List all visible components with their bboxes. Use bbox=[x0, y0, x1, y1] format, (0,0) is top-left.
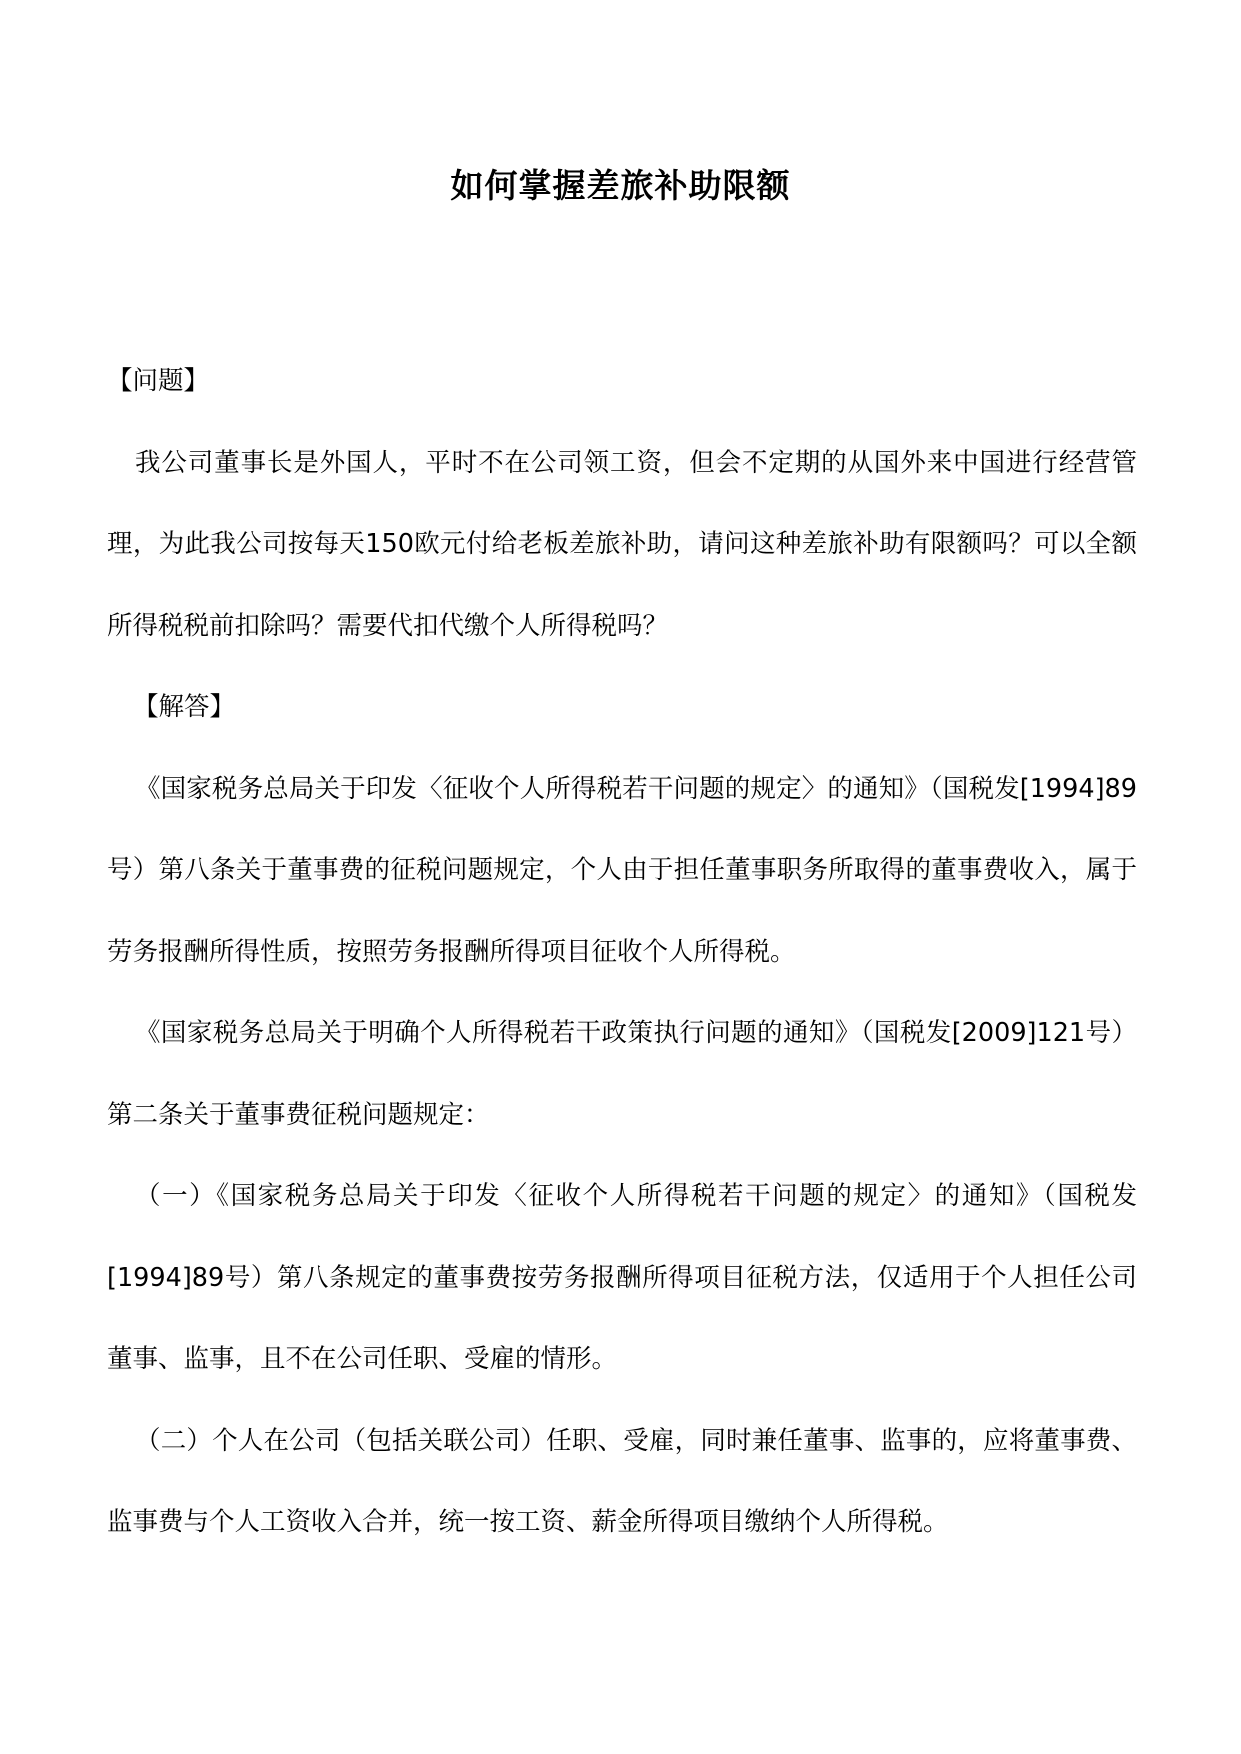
document-title: 如何掌握差旅补助限额 bbox=[450, 166, 791, 205]
question-label: 【问题】 bbox=[107, 366, 210, 396]
question-paragraph: 我公司董事长是外国人，平时不在公司领工资，但会不定期的从国外来中国进行经营管理，为此我公司按每天150欧元付给老板差旅补助，请问这种差旅补助有限额吗？可以全额所得税税前扣除吗？需要代扣代缴个人所得税吗？ bbox=[107, 447, 1137, 641]
answer-label: 【解答】 bbox=[133, 692, 236, 722]
answer-paragraph-1: 《国家税务总局关于印发〈征收个人所得税若干问题的规定〉的通知》（国税发[1994]89号）第八条关于董事费的征税问题规定，个人由于担任董事职务所取得的董事费收入，属于劳务报酬所得性质，按照劳务报酬所得项目征收个人所得税。 bbox=[107, 773, 1137, 967]
answer-paragraph-2: 《国家税务总局关于明确个人所得税若干政策执行问题的通知》（国税发[2009]121号）第二条关于董事费征税问题规定： bbox=[107, 1018, 1137, 1130]
answer-paragraph-3: （一）《国家税务总局关于印发〈征收个人所得税若干问题的规定〉的通知》（国税发[1994]89号）第八条规定的董事费按劳务报酬所得项目征税方法，仅适用于个人担任公司董事、监事，且不在公司任职、受雇的情形。 bbox=[107, 1181, 1137, 1374]
answer-paragraph-4: （二）个人在公司（包括关联公司）任职、受雇，同时兼任董事、监事的，应将董事费、监事费与个人工资收入合并，统一按工资、薪金所得项目缴纳个人所得税。 bbox=[107, 1425, 1137, 1537]
document-body bbox=[107, 341, 1137, 1564]
